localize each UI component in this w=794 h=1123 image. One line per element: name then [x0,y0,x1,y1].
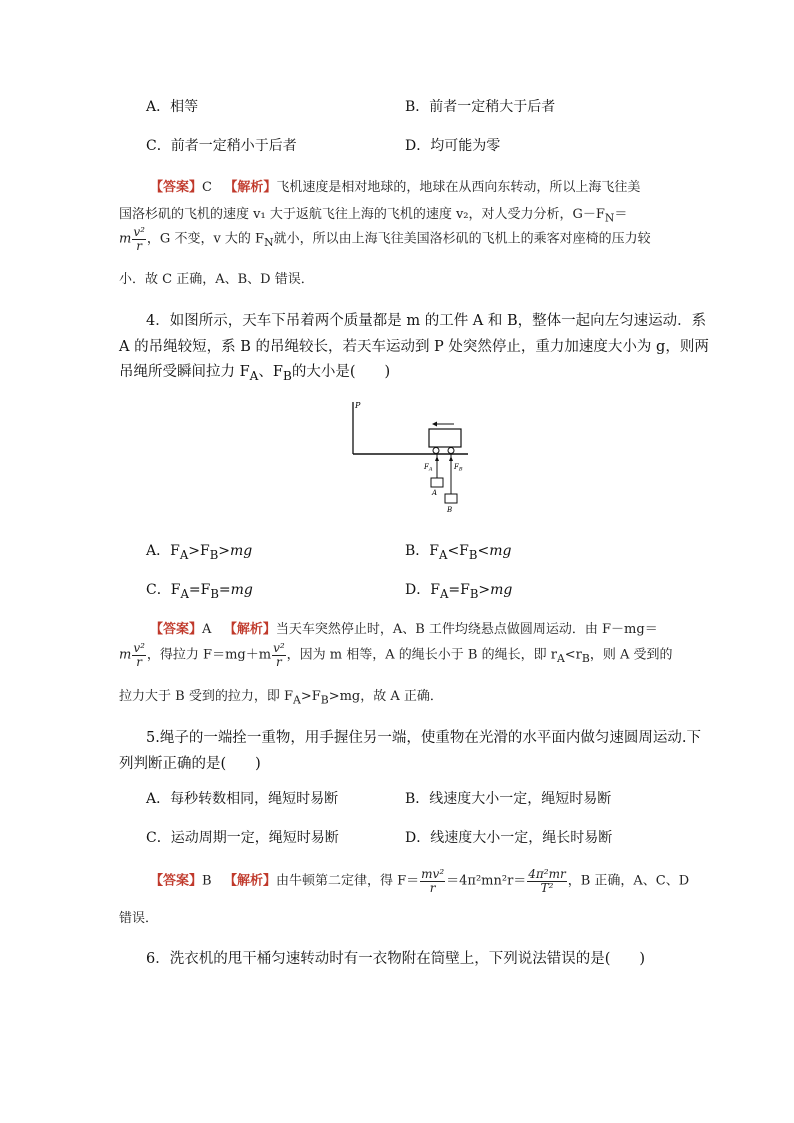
q4-stem-line3 [119,360,390,383]
subscript: B [468,547,478,562]
option-text: =F [448,582,470,598]
wheel-left [433,448,439,454]
subscript: A [556,652,565,666]
fraction-numerator: v² [133,225,145,239]
analysis-text: ＝ [614,207,628,222]
subscript: N [604,211,615,225]
fb-arrow [449,456,453,461]
subscript: A [439,547,448,562]
option-text: B．F [405,543,440,559]
q3-option-a: A．相等 [146,99,199,115]
option-text: >mg [478,582,513,598]
fraction-denominator: r [429,880,436,895]
q5-analysis-line2: 错误． [119,911,159,926]
arrow-head [432,422,437,427]
q4-stem-line1: 4．如图所示，天车下吊着两个质量都是 m 的工件 A 和 B，整体一起向左匀速运动．系 [146,313,707,329]
analysis-tag: 【解析】 [223,622,276,637]
q3-analysis-line2 [119,203,627,225]
subscript: B [282,368,292,383]
analysis-text: <r [564,647,582,663]
option-text: =F [188,582,211,598]
q4-analysis-line3 [119,685,443,707]
fraction [132,226,146,252]
analysis-text: >F [300,689,321,704]
option-text: <mg [477,543,512,559]
analysis-text: ＝4π²mn²r＝ [446,873,527,889]
analysis-text: 由牛顿第二定律，得 F＝ [276,873,420,889]
q3-option-b: B．前者一定稍大于后者 [405,99,556,115]
option-text: C．F [146,582,181,598]
q5-stem-line2: 列判断正确的是( ) [119,756,261,772]
stem-text: 、F [258,364,283,380]
q3-answer [150,176,640,195]
math-m: m [119,231,132,247]
option-text: =mg [218,582,253,598]
analysis-text: >mg，故 A 正确． [328,689,443,704]
option-text: D．F [405,582,440,598]
q4-option-a [146,540,252,562]
q5-stem-line1: 5.绳子的一端拴一重物，用手握住另一端，使重物在光滑的水平面内做匀速圆周运动.下 [146,730,701,746]
answer-tag: 【答案】 [150,873,203,889]
analysis-text: ，G 不变，v 大的 F [146,231,265,247]
q5-option-d: D．线速度大小一定，绳长时易断 [405,830,613,846]
fraction [272,642,286,668]
fraction-denominator: r [136,654,142,669]
q5-option-c: C．运动周期一定，绳短时易断 [146,830,339,846]
fraction-denominator: T² [540,880,554,895]
fraction-denominator: r [275,654,282,669]
fa-arrow [435,456,439,461]
q4-option-c [146,579,253,601]
analysis-text: 飞机速度是相对地球的，地球在从西向东转动，所以上海飞往美 [276,180,641,195]
subscript: B [320,693,329,707]
fraction [527,868,566,894]
subscript: B [209,547,219,562]
fraction-denominator: r [136,238,142,253]
label-b: B [447,506,453,514]
q4-option-b [405,540,511,562]
subscript: A [439,586,449,601]
analysis-text: ，得拉力 F＝mg＋m [146,647,272,663]
subscript: A [249,368,259,383]
q6-stem-line1: 6．洗衣机的甩干桶匀速转动时有一衣物附在筒壁上，下列说法错误的是( ) [146,951,646,967]
option-text: >F [188,543,210,559]
analysis-text: 就小，所以由上海飞往美国洛杉矶的飞机上的乘客对座椅的压力较 [273,231,651,247]
analysis-text: ，B 正确，A、C、D [567,873,690,889]
label-fb: $F_B$ [454,463,463,473]
subscript: B [581,652,590,666]
q3-analysis-line4: 小．故 C 正确，A、B、D 错误． [119,272,314,287]
fraction-numerator: mv² [421,867,445,881]
subscript: A [292,693,301,707]
q4-stem-line2: A 的吊绳较短，系 B 的吊绳较长，若天车运动到 P 处突然停止，重力加速度大小为 g，则两 [119,339,709,355]
analysis-text: ，则 A 受到的 [589,647,673,663]
analysis-text: ，因为 m 相等，A 的绳长小于 B 的绳长，即 r [286,647,557,663]
fraction-numerator: v² [273,641,285,655]
wheel-right [448,448,454,454]
fraction-numerator: v² [133,641,145,655]
answer-value: B [202,873,212,889]
analysis-text: 当天车突然停止时，A、B 工件均绕悬点做圆周运动．由 F－mg＝ [275,622,658,637]
q4-option-d [405,579,512,601]
fraction-numerator: 4π²mr [528,867,566,881]
stem-text: 的大小是( ) [291,364,391,380]
answer-tag: 【答案】 [150,622,203,637]
analysis-text: 拉力大于 B 受到的拉力，即 F [119,689,293,704]
crane-body [429,429,461,447]
q5-option-b: B．线速度大小一定，绳短时易断 [405,791,612,807]
subscript: A [179,547,189,562]
answer-tag: 【答案】 [150,180,203,195]
answer-value: C [202,180,212,195]
block-b [445,494,457,503]
label-a: A [432,489,438,497]
subscript: B [210,586,219,601]
analysis-tag: 【解析】 [224,180,277,195]
analysis-text: 国洛杉矶的飞机的速度 v₁ 大于返航飞往上海的飞机的速度 v₂，对人受力分析，G－F [119,207,605,222]
crane-figure [340,394,480,519]
label-fa: $F_A$ [424,463,433,473]
fraction [132,642,146,668]
block-a [431,478,443,487]
fraction [420,868,445,894]
subscript: B [469,586,479,601]
subscript: A [180,586,189,601]
q4-analysis-line2 [119,642,673,668]
q5-option-a: A．每秒转数相同，绳短时易断 [146,791,339,807]
q3-analysis-line3 [119,226,651,252]
label-p: P [355,401,361,410]
option-text: A．F [146,543,180,559]
q3-option-d: D．均可能为零 [405,138,501,154]
stem-text: 吊绳所受瞬间拉力 F [119,364,250,380]
option-text: >mg [218,543,253,559]
q5-answer [150,868,689,894]
math-m: m [119,647,132,663]
option-text: <F [447,543,469,559]
subscript: N [264,236,274,250]
answer-value: A [202,622,212,637]
q3-option-c: C．前者一定稍小于后者 [146,138,297,154]
q4-answer [150,618,658,637]
analysis-tag: 【解析】 [223,873,276,889]
